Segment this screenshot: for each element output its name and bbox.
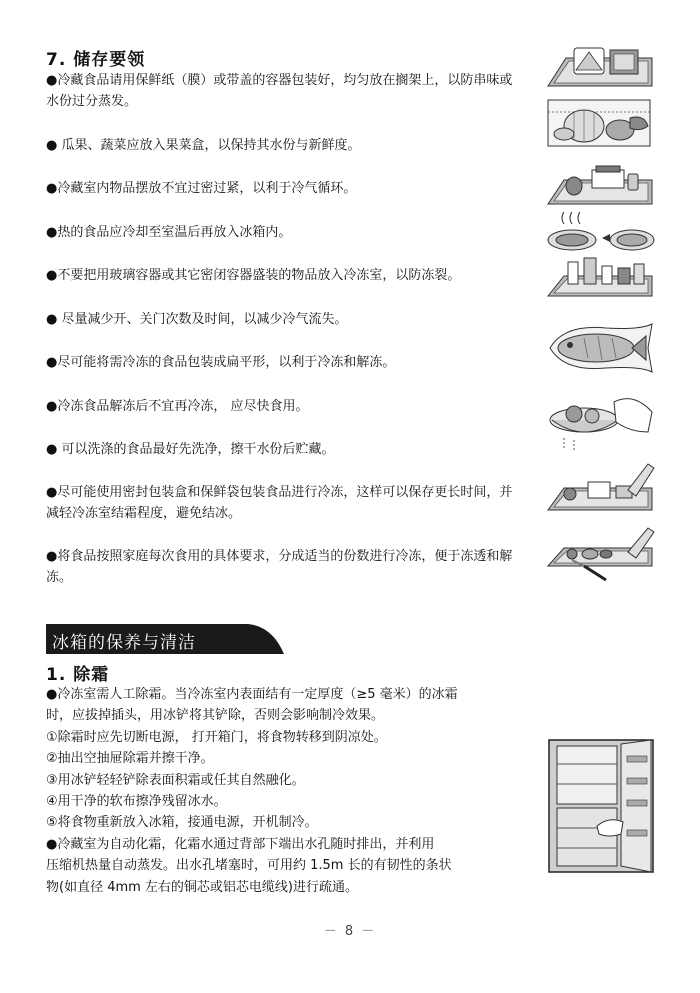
storage-item-6: ● 尽量减少开、关门次数及时间，以减少冷气流失。 xyxy=(46,312,348,327)
page-number: － 8 － xyxy=(323,924,377,939)
storage-item-8: ●冷冻食品解冻后不宜再冷冻， 应尽快食用。 xyxy=(46,399,309,414)
glass-containers-illustration xyxy=(544,252,656,304)
storage-item-1: ●冷藏食品请用保鲜纸（膜）或带盖的容器包装好，均匀放在搁架上，以防串味或水份过分蒸发。 xyxy=(46,73,513,109)
defrost-line-8: ●冷藏室为自动化霜，化霜水通过背部下端出水孔随时排出，并利用 xyxy=(46,836,435,852)
shelf-items-illustration xyxy=(544,160,656,212)
defrost-instructions xyxy=(46,684,526,898)
defrost-line-9: 压缩机热量自动蒸发。出水孔堵塞时，可用约 1.5m 长的有韧性的条状 xyxy=(46,858,452,874)
defrost-line-2: 时，应拔掉插头，用冰铲将其铲除，否则会影响制冷效果。 xyxy=(46,708,385,724)
defrost-heading: 1. 除霜 xyxy=(46,665,110,685)
defrost-line-6: ④用干净的软布擦净残留冰水。 xyxy=(46,794,227,810)
defrost-line-10: 物(如直径 4mm 左右的铜芯或铝芯电缆线)进行疏通。 xyxy=(46,879,359,895)
defrost-line-3: ①除霜时应先切断电源， 打开箱门，将食物转移到阴凉处。 xyxy=(46,729,387,745)
portioning-food-illustration xyxy=(544,526,656,586)
storage-item-9: ● 可以洗涤的食品最好先洗净，擦干水份后贮藏。 xyxy=(46,442,335,457)
storage-item-10: ●尽可能使用密封包装盒和保鲜袋包装食品进行冷冻，这样可以保存更长时间，并减轻冷冻室结霜程度，避免结冰。 xyxy=(46,485,513,521)
defrost-line-7: ⑤将食物重新放入冰箱，接通电源，开机制冷。 xyxy=(46,815,318,831)
storage-item-5: ●不要把用玻璃容器或其它密闭容器盛装的物品放入冷冻室，以防冻裂。 xyxy=(46,268,461,283)
open-fridge-illustration xyxy=(547,738,655,878)
defrost-line-4: ②抽出空抽屉除霜并擦干净。 xyxy=(46,751,214,767)
sealed-container-illustration xyxy=(544,460,656,520)
flat-fish-package-illustration xyxy=(544,320,656,380)
washing-food-illustration xyxy=(544,392,656,460)
wrapped-food-illustration xyxy=(544,40,656,96)
storage-item-2: ● 瓜果、蔬菜应放入果菜盒，以保持其水份与新鲜度。 xyxy=(46,138,361,153)
care-section-bar xyxy=(46,624,284,654)
care-section-title: 冰箱的保养与清洁 xyxy=(52,633,196,653)
storage-item-7: ●尽可能将需冷冻的食品包装成扁平形，以利于冷冻和解冻。 xyxy=(46,355,396,370)
storage-heading: 7. 储存要领 xyxy=(46,50,146,70)
defrost-line-5: ③用冰铲轻轻铲除表面积霜或任其自然融化。 xyxy=(46,772,305,788)
defrost-line-1: ●冷冻室需人工除霜。当冷冻室内表面结有一定厚度（≥5 毫米）的冰霜 xyxy=(46,687,458,702)
storage-item-3: ●冷藏室内物品摆放不宜过密过紧，以利于冷气循环。 xyxy=(46,181,357,196)
crisper-drawer-illustration xyxy=(544,92,656,156)
storage-item-4: ●热的食品应冷却至室温后再放入冰箱内。 xyxy=(46,225,292,240)
storage-item-11: ●将食品按照家庭每次食用的具体要求，分成适当的份数进行冷冻，便于冻透和解冻。 xyxy=(46,549,513,585)
